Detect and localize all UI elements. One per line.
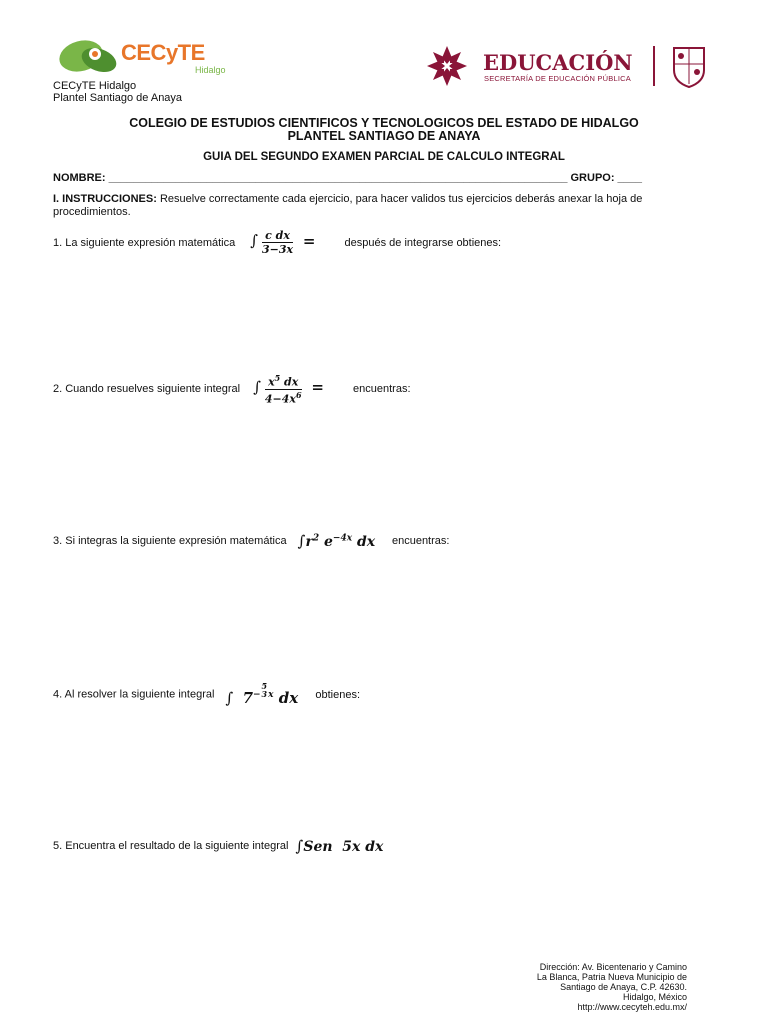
instructions-text: Resuelve correctamente cada ejercicio, para hacer validos tus ejercicios deberás anexar la hoja de procedimientos. xyxy=(53,193,643,218)
question-5 xyxy=(53,837,383,855)
q3-dx: dx xyxy=(352,534,376,550)
q4-exponent xyxy=(253,681,274,700)
question-3 xyxy=(53,532,449,550)
question-2-tail: encuentras: xyxy=(353,383,411,396)
sep-logo xyxy=(425,44,715,92)
name-label: NOMBRE: ___________________________________________________________________________ xyxy=(53,172,568,184)
footer-line-2: La Blanca, Patria Nueva Municipio de xyxy=(536,972,687,982)
q3-e: e xyxy=(319,534,333,550)
q2-denominator xyxy=(265,390,302,406)
question-1-tail: después de integrarse obtienes: xyxy=(344,236,502,249)
cecyte-logo xyxy=(55,34,240,82)
footer-line-4: Hidalgo, México xyxy=(622,992,687,1002)
q3-e-exp: −4x xyxy=(332,533,353,544)
question-3-expression xyxy=(298,534,380,550)
question-1-text: 1. La siguiente expresión matemática xyxy=(53,236,236,249)
q2-den-exp: 6 xyxy=(295,389,302,400)
integral-sign-icon: ∫ xyxy=(253,378,262,397)
title-line-1: COLEGIO DE ESTUDIOS CIENTIFICOS Y TECNOLOGICOS DEL ESTADO DE HIDALGO xyxy=(129,116,639,130)
question-5-expression xyxy=(296,839,384,855)
footer-address xyxy=(537,962,687,1012)
q4-exp-sign: − xyxy=(253,690,261,700)
q4-exp-den: 3 xyxy=(261,689,268,699)
q2-num-exp: 5 xyxy=(274,373,281,383)
question-3-tail: encuentras: xyxy=(391,535,450,547)
question-4 xyxy=(53,682,360,707)
group-label: GRUPO: ____ xyxy=(570,172,643,184)
campus-name: Plantel Santiago de Anaya xyxy=(53,92,183,104)
q4-exp-num: 5 xyxy=(261,681,268,691)
question-5-text: 5. Encuentra el resultado de la siguiente integral xyxy=(53,840,289,852)
integral-sign-icon: ∫ xyxy=(250,231,259,250)
sep-star-icon xyxy=(425,44,469,88)
instructions-label: I. INSTRUCCIONES: xyxy=(53,193,157,205)
q2-den-base: 4−4x xyxy=(264,392,296,406)
cecyte-logo-sub: Hidalgo xyxy=(195,65,226,75)
question-1 xyxy=(53,229,501,256)
instructions xyxy=(53,193,718,219)
question-2-text: 2. Cuando resuelves siguiente integral xyxy=(53,383,241,396)
sep-logo-sub: SECRETARÍA DE EDUCACIÓN PÚBLICA xyxy=(484,74,631,83)
question-3-text: 3. Si integras la siguiente expresión matemática xyxy=(53,535,287,547)
question-4-expression xyxy=(225,681,304,707)
question-2-expression xyxy=(253,373,324,405)
school-name: CECyTE Hidalgo xyxy=(53,80,137,92)
name-field-row xyxy=(53,172,723,184)
question-4-tail: obtienes: xyxy=(315,688,361,701)
exam-subtitle: GUIA DEL SEGUNDO EXAMEN PARCIAL DE CALCULO INTEGRAL xyxy=(203,151,565,163)
q3-base: r xyxy=(305,534,313,550)
question-4-text: 4. Al resolver la siguiente integral xyxy=(53,688,215,701)
integral-sign-icon: ∫ xyxy=(225,689,234,707)
integral-sign-icon: ∫ xyxy=(297,532,306,550)
equals-sign: = xyxy=(311,378,324,397)
q4-base: 7 xyxy=(242,689,253,707)
equals-sign: = xyxy=(302,231,316,250)
integral-sign-icon: ∫ xyxy=(295,837,304,855)
cecyte-logo-text: CECyTE xyxy=(121,40,205,65)
q2-num-base: x xyxy=(268,375,275,389)
q5-expr: Sen 5x dx xyxy=(303,839,384,855)
title-line-2: PLANTEL SANTIAGO DE ANAYA xyxy=(287,129,481,143)
q4-dx: dx xyxy=(273,689,299,707)
q2-numerator xyxy=(265,373,302,390)
state-shield-icon xyxy=(670,44,708,88)
sep-logo-title: EDUCACIÓN xyxy=(483,50,633,75)
q2-num-rest: dx xyxy=(280,375,299,389)
q3-exp: 2 xyxy=(312,533,320,544)
footer-line-3: Santiago de Anaya, C.P. 42630. xyxy=(560,982,687,992)
question-2 xyxy=(53,373,411,405)
q1-denominator: 3−3x xyxy=(261,243,294,256)
footer-url[interactable]: http://www.cecyteh.edu.mx/ xyxy=(577,1002,687,1012)
question-1-expression xyxy=(250,229,315,256)
q4-exp-var: x xyxy=(268,690,274,700)
logo-divider xyxy=(653,46,655,86)
cecyte-leaf-icon xyxy=(55,34,127,82)
q1-numerator: c dx xyxy=(262,229,293,243)
footer-line-1: Dirección: Av. Bicentenario y Camino xyxy=(539,962,687,972)
